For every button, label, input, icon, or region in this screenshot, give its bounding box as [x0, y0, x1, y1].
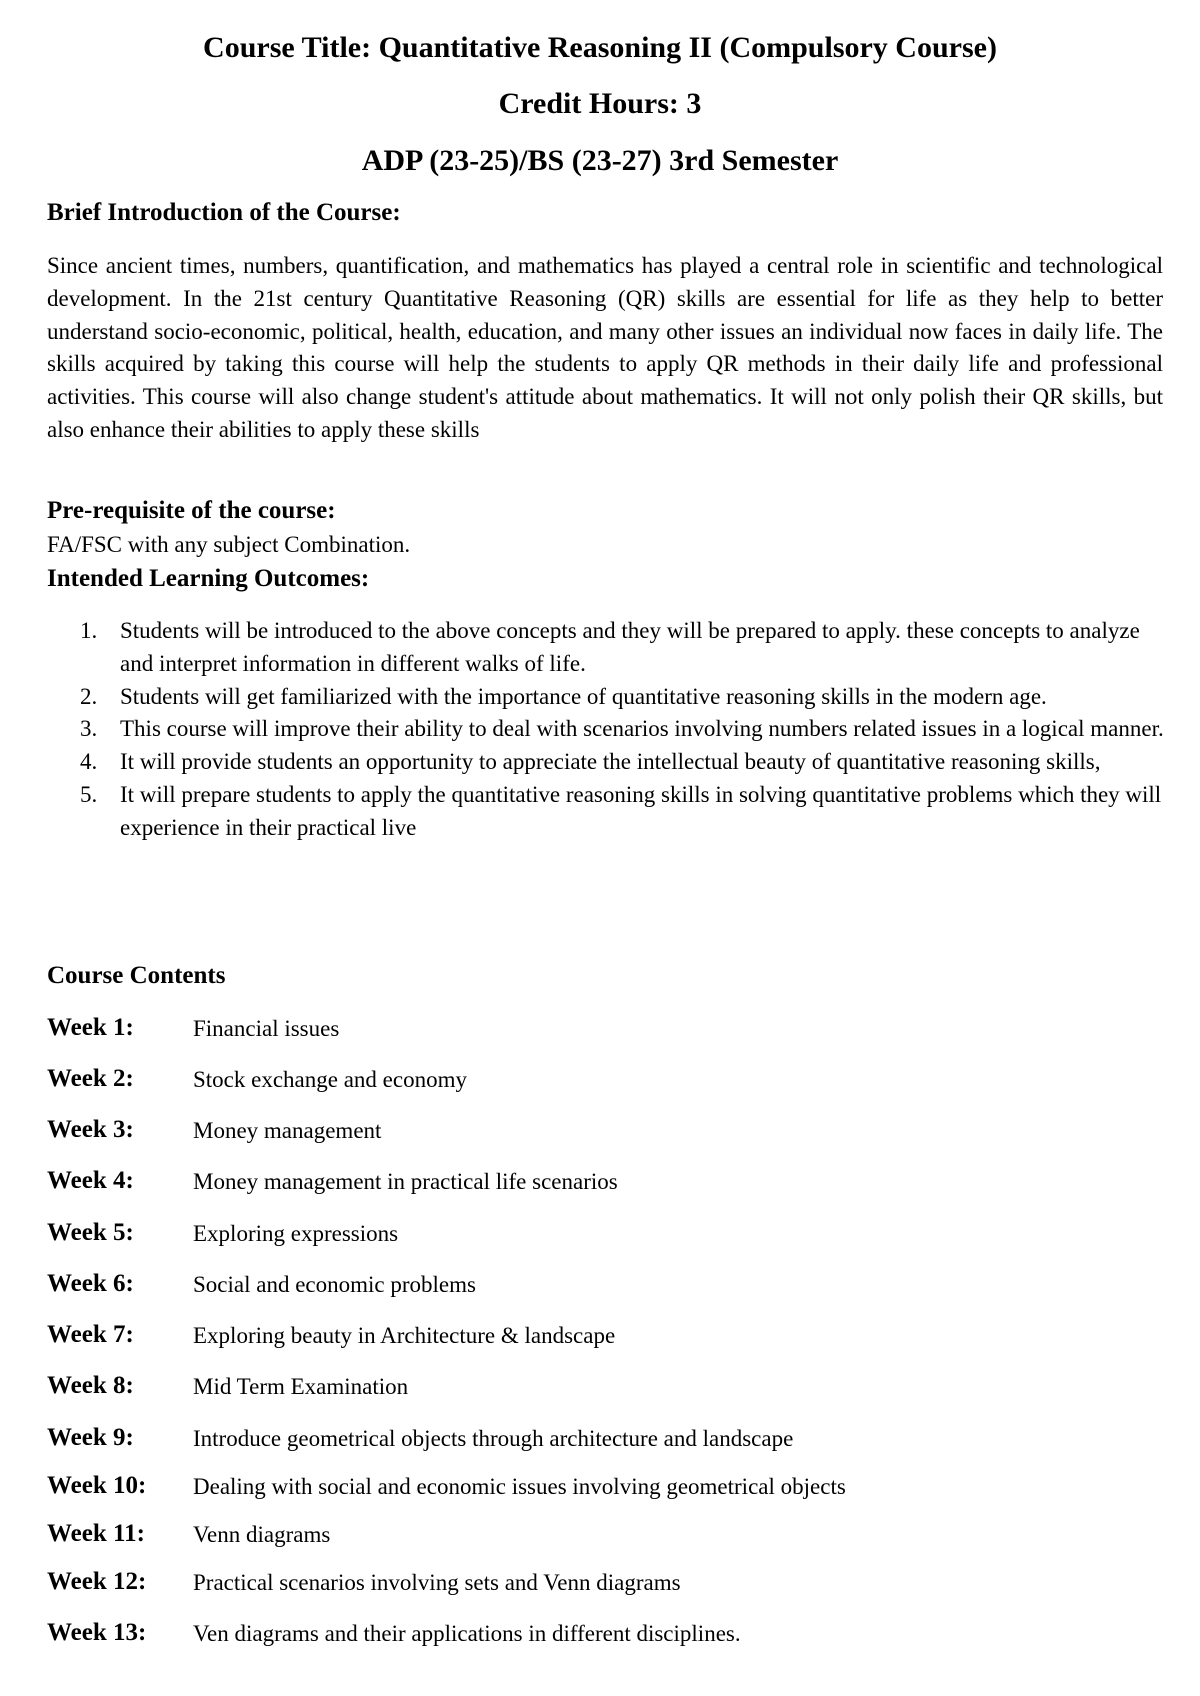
- week-row: [47, 1217, 1167, 1251]
- week-label: Week 10:: [47, 1472, 147, 1499]
- list-item-text: Students will be introduced to the above concepts and they will be prepared to apply. these concepts to analyze and interpret information in different walks of life.: [120, 618, 1140, 676]
- list-item-number: 3.: [80, 716, 98, 742]
- week-label: Week 1:: [47, 1014, 134, 1041]
- week-topic: Dealing with social and economic issues involving geometrical objects: [193, 1474, 846, 1499]
- week-label: Week 3:: [47, 1116, 134, 1143]
- week-label: Week 11:: [47, 1520, 145, 1547]
- list-item-number: 5.: [80, 781, 98, 807]
- week-label: Week 2:: [47, 1065, 134, 1092]
- week-row: [47, 1566, 1167, 1600]
- week-topic: Venn diagrams: [193, 1522, 331, 1547]
- week-row: [47, 1319, 1167, 1353]
- week-row: [47, 1518, 1167, 1552]
- week-topic: Mid Term Examination: [193, 1374, 409, 1399]
- week-row: [47, 1268, 1167, 1302]
- week-topic: Stock exchange and economy: [193, 1067, 467, 1092]
- week-label: Week 12:: [47, 1568, 147, 1595]
- week-topic: Practical scenarios involving sets and Venn diagrams: [193, 1570, 681, 1595]
- week-topic: Financial issues: [193, 1016, 340, 1041]
- course-title: Course Title: Quantitative Reasoning II (Compulsory Course): [203, 31, 997, 64]
- list-item-text: Students will get familiarized with the importance of quantitative reasoning skills in the modern age.: [120, 683, 1047, 709]
- week-topic: Exploring beauty in Architecture & landscape: [193, 1323, 616, 1348]
- prerequisite-text: FA/FSC with any subject Combination.: [47, 532, 411, 557]
- week-topic: Money management in practical life scenarios: [193, 1169, 618, 1194]
- week-topic: Exploring expressions: [193, 1221, 399, 1246]
- list-item-text: It will prepare students to apply the quantitative reasoning skills in solving quantitative problems which they will experience in their practical live: [120, 781, 1162, 840]
- outcomes-heading: Intended Learning Outcomes:: [47, 565, 370, 592]
- week-label: Week 9:: [47, 1424, 134, 1451]
- list-item: [72, 681, 1167, 714]
- list-item: [72, 713, 1167, 746]
- credit-hours: Credit Hours: 3: [498, 87, 702, 120]
- intro-paragraph: Since ancient times, numbers, quantification, and mathematics has played a central role in scientific and technological development. In the 21st century Quantitative Reasoning (QR) skills are essential for life as they help to better understand socio-economic, political, health, education, and many other issues an individual now faces in daily life. The skills acquired by taking this course will help the students to apply QR methods in their daily life and professional activities. This course will also change student's attitude about mathematics. It will not only polish their QR skills, but also enhance their abilities to apply these skills: [47, 253, 1163, 442]
- list-item: [72, 746, 1167, 779]
- prerequisite-heading: Pre-requisite of the course:: [47, 497, 336, 524]
- week-topic: Money management: [193, 1118, 382, 1143]
- week-topic: Introduce geometrical objects through architecture and landscape: [193, 1426, 794, 1451]
- contents-heading: Course Contents: [47, 962, 226, 989]
- week-label: Week 5:: [47, 1219, 134, 1246]
- week-row: [47, 1063, 1167, 1097]
- week-row: [47, 1012, 1167, 1046]
- week-row: [47, 1470, 1167, 1504]
- program-semester: ADP (23-25)/BS (23-27) 3rd Semester: [361, 144, 839, 177]
- list-item-text: It will provide students an opportunity to appreciate the intellectual beauty of quantitative reasoning skills,: [120, 749, 1101, 775]
- list-item: [72, 615, 1167, 681]
- list-item: [72, 779, 1167, 845]
- week-label: Week 6:: [47, 1270, 134, 1297]
- week-row: [47, 1165, 1167, 1199]
- intro-heading: Brief Introduction of the Course:: [47, 199, 401, 226]
- week-label: Week 13:: [47, 1619, 147, 1646]
- week-label: Week 4:: [47, 1167, 134, 1194]
- outcomes-list: [72, 615, 1167, 845]
- week-label: Week 8:: [47, 1372, 134, 1399]
- list-item-number: 2.: [80, 683, 98, 709]
- list-item-number: 4.: [80, 749, 98, 775]
- week-row: [47, 1370, 1167, 1404]
- week-topic: Ven diagrams and their applications in different disciplines.: [193, 1621, 741, 1646]
- week-row: [47, 1114, 1167, 1148]
- week-topic: Social and economic problems: [193, 1272, 476, 1297]
- list-item-text: This course will improve their ability to deal with scenarios involving numbers related issues in a logical manner.: [120, 716, 1164, 742]
- list-item-number: 1.: [80, 618, 98, 643]
- week-label: Week 7:: [47, 1321, 134, 1348]
- week-row: [47, 1617, 1167, 1651]
- week-row: [47, 1422, 1167, 1456]
